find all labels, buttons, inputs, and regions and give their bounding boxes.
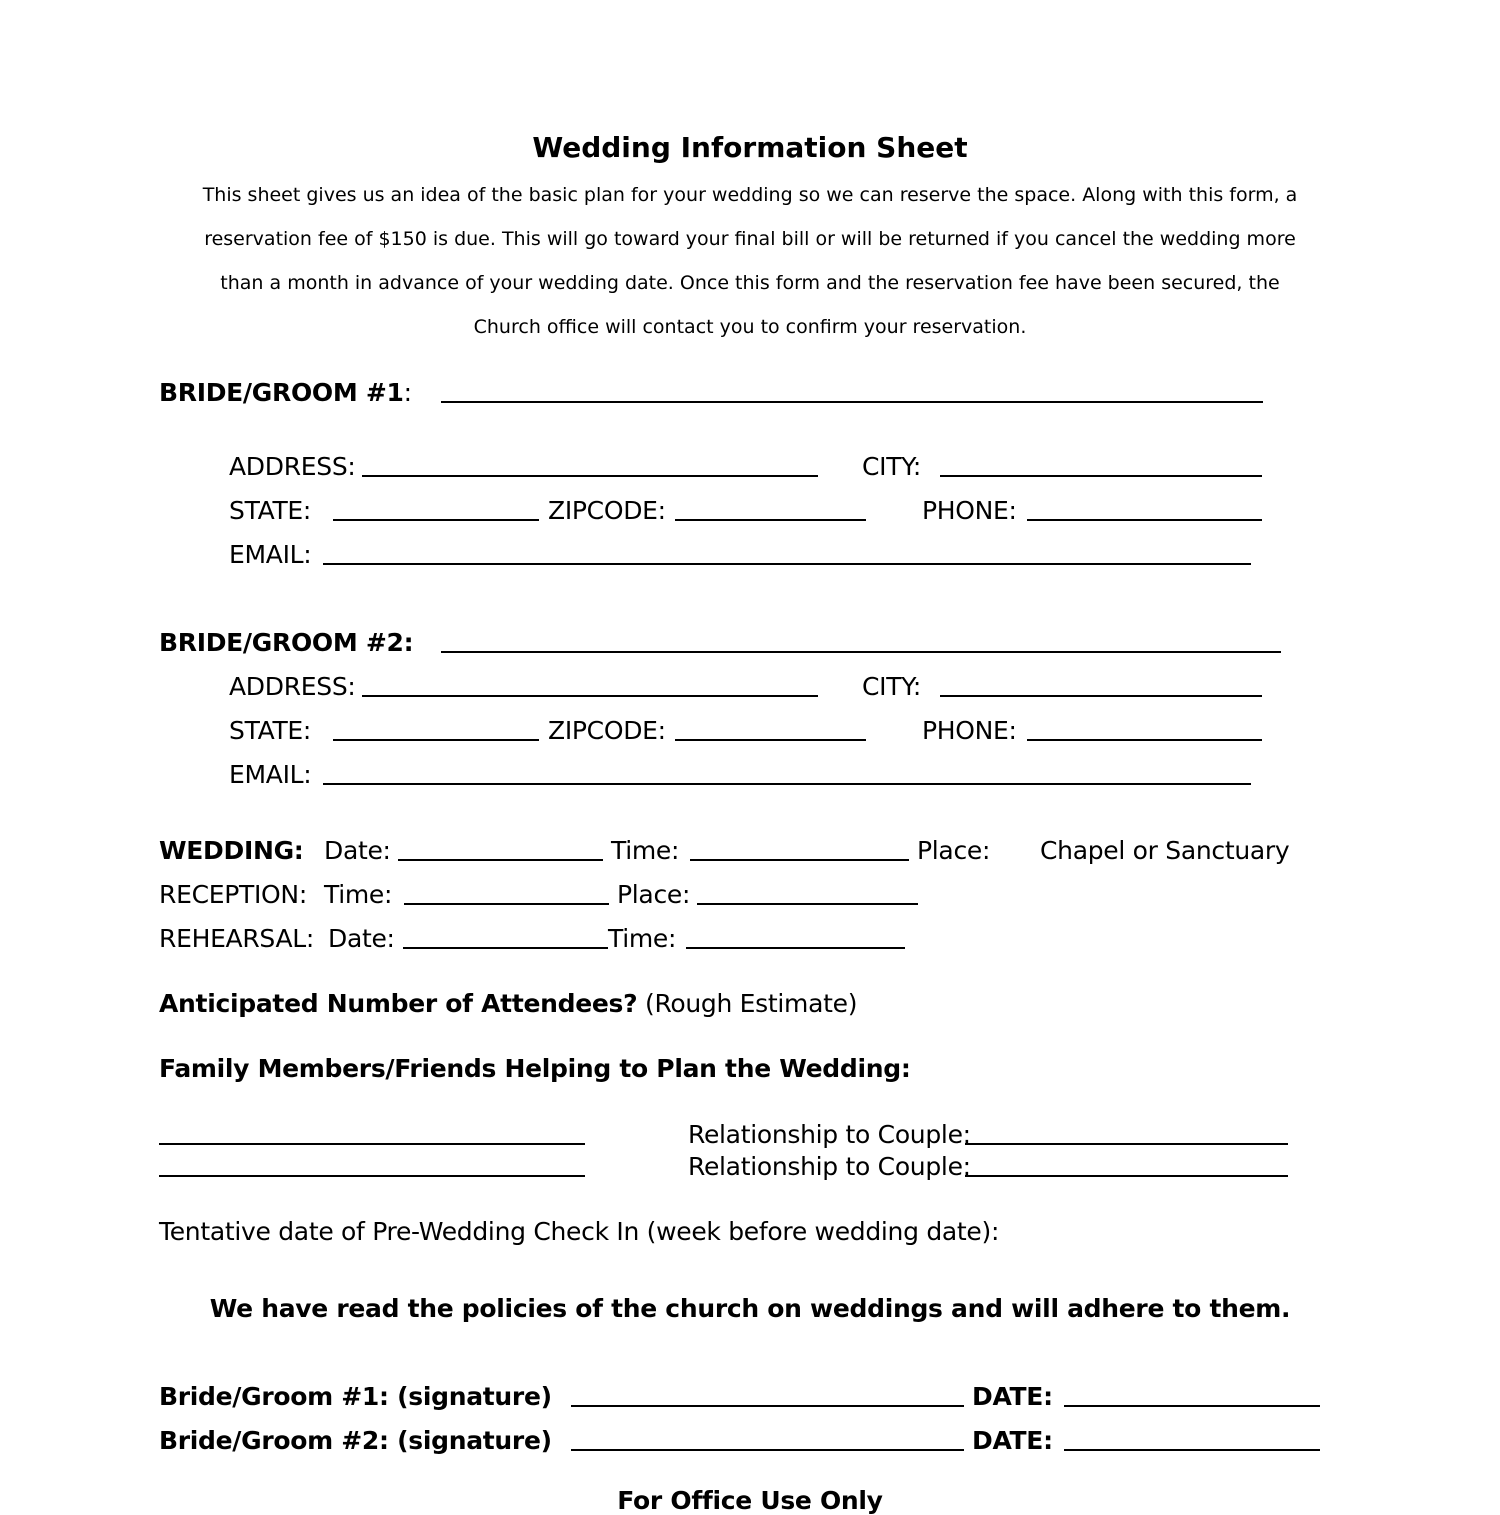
party2-name-field[interactable]: [441, 651, 1281, 653]
party2-heading: BRIDE/GROOM #2:: [159, 628, 414, 657]
party1-address-label: ADDRESS:: [229, 452, 356, 481]
party2-phone-field[interactable]: [1027, 739, 1262, 741]
party1-address-field[interactable]: [362, 475, 818, 477]
attendees-row: [159, 991, 857, 1016]
page-title: Wedding Information Sheet: [532, 131, 968, 164]
party1-zipcode-field[interactable]: [675, 519, 866, 521]
helpers-heading: Family Members/Friends Helping to Plan the Wedding:: [159, 1054, 911, 1083]
party2-address-label: ADDRESS:: [229, 672, 356, 701]
party1-city-label: CITY:: [862, 452, 921, 481]
party2-state-field[interactable]: [333, 739, 539, 741]
rehearsal-time-label: Time:: [608, 924, 677, 953]
party2-state-label: STATE:: [229, 716, 312, 745]
rehearsal-time-field[interactable]: [686, 947, 905, 949]
rehearsal-label: REHEARSAL:: [159, 924, 315, 953]
wedding-label: WEDDING:: [159, 836, 304, 865]
party1-heading-text: BRIDE/GROOM #1: [159, 378, 404, 407]
helper-2-relationship-label: Relationship to Couple:: [688, 1152, 971, 1181]
wedding-time-field[interactable]: [690, 859, 909, 861]
rehearsal-date-label: Date:: [328, 924, 395, 953]
intro-line-3: than a month in advance of your wedding date. Once this form and the reservation fee have been secured, the: [220, 272, 1280, 294]
wedding-date-label: Date:: [324, 836, 391, 865]
helper-1-relationship-field[interactable]: [965, 1143, 1288, 1145]
party1-phone-field[interactable]: [1027, 519, 1262, 521]
intro-line-2: reservation fee of $150 is due. This will go toward your final bill or will be returned if you cancel the wedding more: [204, 228, 1296, 250]
signature-1-label: Bride/Groom #1: (signature): [159, 1382, 552, 1411]
signature-2-field[interactable]: [571, 1449, 964, 1451]
party1-heading: [159, 380, 412, 405]
attendees-label: Anticipated Number of Attendees?: [159, 989, 638, 1018]
attendees-note: (Rough Estimate): [644, 989, 858, 1018]
party2-city-label: CITY:: [862, 672, 921, 701]
party1-name-field[interactable]: [441, 401, 1263, 403]
signature-1-field[interactable]: [571, 1405, 964, 1407]
checkin-label: Tentative date of Pre-Wedding Check In (week before wedding date):: [159, 1217, 1000, 1246]
party1-heading-colon: :: [403, 378, 412, 407]
reception-time-field[interactable]: [404, 903, 609, 905]
party2-email-field[interactable]: [323, 783, 1251, 785]
rehearsal-date-field[interactable]: [403, 947, 608, 949]
party2-zipcode-label: ZIPCODE:: [548, 716, 666, 745]
wedding-time-label: Time:: [611, 836, 680, 865]
wedding-place-label: Place:: [917, 836, 991, 865]
reception-time-label: Time:: [324, 880, 393, 909]
party2-phone-label: PHONE:: [922, 716, 1017, 745]
agreement-statement: We have read the policies of the church on weddings and will adhere to them.: [209, 1294, 1291, 1323]
party1-phone-label: PHONE:: [922, 496, 1017, 525]
signature-2-label: Bride/Groom #2: (signature): [159, 1426, 552, 1455]
reception-label: RECEPTION:: [159, 880, 307, 909]
reception-place-field[interactable]: [697, 903, 918, 905]
party2-address-field[interactable]: [362, 695, 818, 697]
party1-email-label: EMAIL:: [229, 540, 312, 569]
helper-1-relationship-label: Relationship to Couple:: [688, 1120, 971, 1149]
party1-city-field[interactable]: [940, 475, 1262, 477]
party1-zipcode-label: ZIPCODE:: [548, 496, 666, 525]
party1-state-field[interactable]: [333, 519, 539, 521]
signature-2-date-label: DATE:: [972, 1426, 1053, 1455]
intro-line-4: Church office will contact you to confirm your reservation.: [473, 316, 1027, 338]
party1-email-field[interactable]: [323, 563, 1251, 565]
signature-2-date-field[interactable]: [1064, 1449, 1320, 1451]
wedding-place-value: Chapel or Sanctuary: [1040, 836, 1290, 865]
helper-2-name-field[interactable]: [159, 1175, 585, 1177]
party2-email-label: EMAIL:: [229, 760, 312, 789]
party2-city-field[interactable]: [940, 695, 1262, 697]
party1-state-label: STATE:: [229, 496, 312, 525]
wedding-date-field[interactable]: [398, 859, 603, 861]
helper-1-name-field[interactable]: [159, 1143, 585, 1145]
signature-1-date-field[interactable]: [1064, 1405, 1320, 1407]
intro-line-1: This sheet gives us an idea of the basic plan for your wedding so we can reserve the space. Along with this form, a: [202, 184, 1298, 206]
helper-2-relationship-field[interactable]: [965, 1175, 1288, 1177]
reception-place-label: Place:: [617, 880, 691, 909]
signature-1-date-label: DATE:: [972, 1382, 1053, 1411]
office-use-heading: For Office Use Only: [617, 1486, 883, 1515]
party2-zipcode-field[interactable]: [675, 739, 866, 741]
